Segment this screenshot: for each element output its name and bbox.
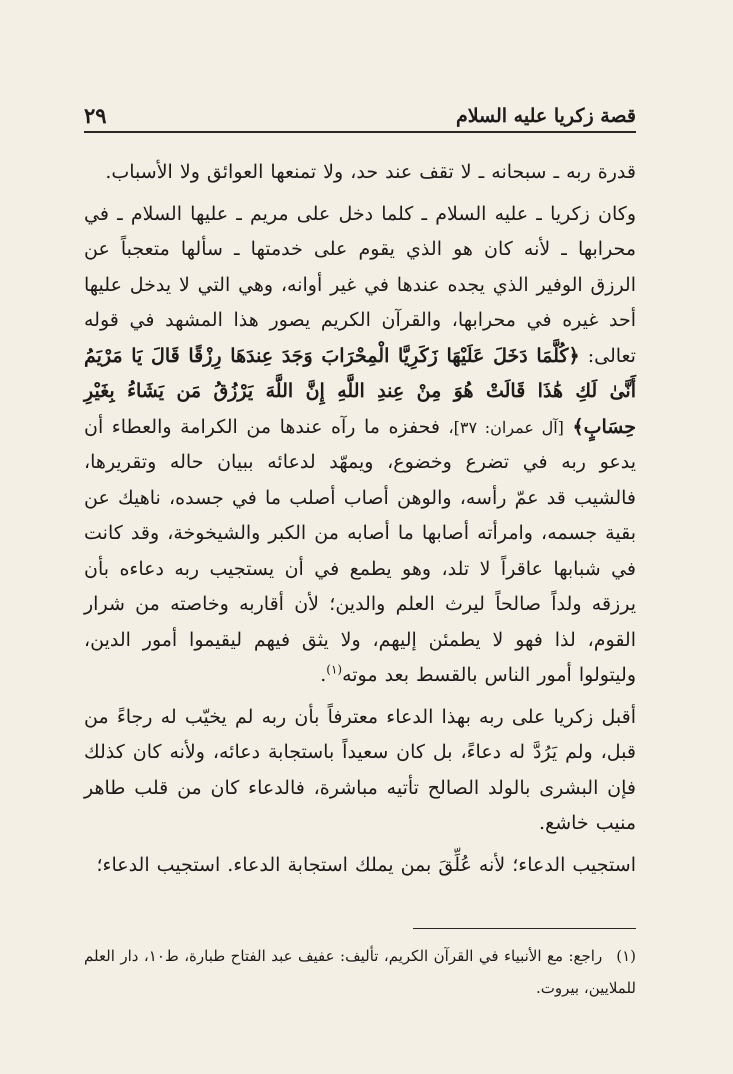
paragraph-1: قدرة ربه ـ سبحانه ـ لا تقف عند حد، ولا تمنعها العوائق ولا الأسباب. bbox=[105, 161, 636, 183]
paragraph-2-text: وكان زكريا ـ عليه السلام ـ كلما دخل على مريم ـ عليها السلام ـ في محرابها ـ لأنه كان هو الذي يقوم على خدمتها ـ سألها متعجباً عن الرزق الوفير الذي يجده عندها في غير أوانه، وهي التي لا يدخل عليها أحد غيره في محرابها، والقرآن الكريم يصور هذا المشهد في قوله تعالى: bbox=[84, 202, 636, 367]
footnote-rule bbox=[413, 928, 636, 929]
page-header bbox=[84, 86, 636, 126]
quran-verse: ﴿كُلَّمَا دَخَلَ عَلَيْهَا زَكَرِيَّا الْمِحْرَابَ وَجَدَ عِندَهَا رِزْقًا قَالَ يَا مَرْيَمُ أَنَّىٰ لَكِ هَٰذَا قَالَتْ هُوَ مِنْ عِندِ اللَّهِ إِنَّ اللَّهَ يَرْزُقُ مَن يَشَاءُ بِغَيْرِ حِسَابٍ﴾ bbox=[84, 344, 636, 438]
footnote-number: (١) bbox=[616, 947, 636, 965]
verse-reference: [آل عمران: ٣٧]، bbox=[448, 417, 564, 437]
paragraph-2-end: . bbox=[320, 664, 327, 686]
page-number: ٢٩ bbox=[84, 103, 107, 128]
paragraph-2-rest: فحفزه ما رآه عندها من الكرامة والعطاء أن يدعو ربه في تضرع وخضوع، ويمهّد لدعائه ببيان حاله وتقريرها، فالشيب قد عمّ رأسه، والوهن أصاب أصلب ما في جسده، ناهيك عن بقية جسمه، وامرأته أصابها ما أصابه من الكبر والشيخوخة، وقد كانت في شبابها عاقراً لا تلد، وهو يطمع في أن يستجيب ربه دعاءه بأن يرزقه ولداً صالحاً ليرث العلم والدين؛ لأن أقاربه وخاصته من شرار القوم، لذا فهو لا يطمئن إليهم، ولا يثق فيهم ليقيموا أمور الدين، وليتولوا أمور الناس بالقسط بعد موته bbox=[84, 415, 636, 686]
footnote-text: راجع: مع الأنبياء في القرآن الكريم، تأليف: عفيف عبد الفتاح طبارة، ط١٠، دار العلم للملايين، بيروت. bbox=[84, 947, 636, 997]
footnote bbox=[84, 940, 636, 1004]
paragraph-3: أقبل زكريا على ربه بهذا الدعاء معترفاً بأن ربه لم يخيّب له رجاءً من قبل، ولم يَرُدَّ له دعاءً، بل كان سعيداً باستجابة دعائه، ولأنه كان كذلك فإن البشرى بالولد الصالح تأتيه مباشرة، فالدعاء كان من قلب طاهر منيب خاشع. bbox=[84, 705, 636, 834]
header-rule bbox=[84, 131, 636, 133]
running-title: قصة زكريا عليه السلام bbox=[455, 105, 636, 127]
paragraph-4: استجيب الدعاء؛ لأنه عُلِّقَ بمن يملك استجابة الدعاء. استجيب الدعاء؛ bbox=[96, 853, 636, 876]
body-text bbox=[84, 155, 636, 883]
paragraph-2 bbox=[84, 197, 636, 694]
footnote-marker: (١) bbox=[326, 662, 343, 677]
